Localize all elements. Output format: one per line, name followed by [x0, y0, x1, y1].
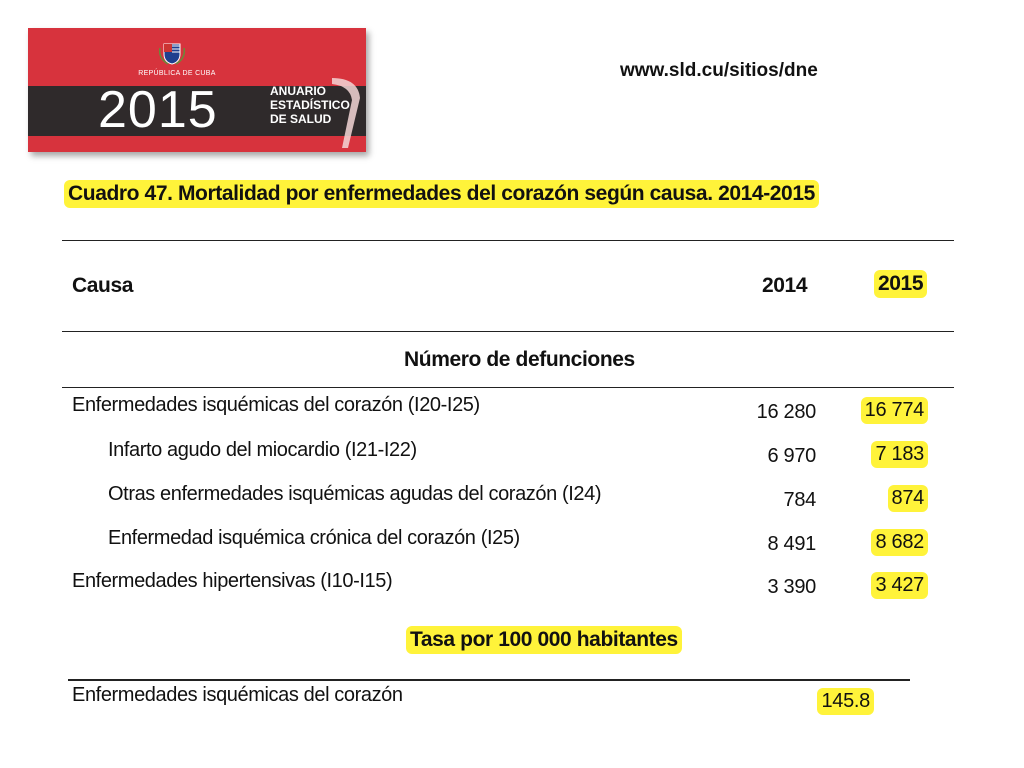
column-header-2014: 2014 — [762, 274, 808, 297]
value-2014-other-acute: 784 — [783, 489, 816, 511]
website-url[interactable]: www.sld.cu/sitios/dne — [620, 60, 818, 81]
rate-row-label-ischemic: Enfermedades isquémicas del corazón — [72, 684, 403, 706]
logo-title-line2: ESTADÍSTICO — [270, 98, 350, 112]
value-2015-other-acute: 874 — [888, 485, 928, 512]
header-bottom-rule — [62, 331, 954, 332]
column-header-cause: Causa — [72, 274, 134, 297]
column-header-2015: 2015 — [874, 270, 927, 298]
row-label-infarct: Infarto agudo del miocardio (I21-I22) — [108, 439, 417, 461]
logo-top-band — [28, 28, 366, 86]
section-rate-heading: Tasa por 100 000 habitantes — [406, 626, 682, 654]
logo-year: 2015 — [98, 81, 218, 139]
logo-title-line1: ANUARIO — [270, 84, 326, 98]
row-label-hypertensive: Enfermedades hipertensivas (I10-I15) — [72, 570, 393, 592]
table-top-rule — [62, 240, 954, 241]
value-2014-ischemic: 16 280 — [756, 401, 816, 423]
table-title: Cuadro 47. Mortalidad por enfermedades del corazón según causa. 2014-2015 — [64, 180, 819, 208]
value-2014-infarct: 6 970 — [767, 445, 816, 467]
logo-title-line3: DE SALUD — [270, 112, 332, 126]
section-deaths-rule — [62, 387, 954, 388]
value-2014-chronic: 8 491 — [767, 533, 816, 555]
row-label-other-acute: Otras enfermedades isquémicas agudas del corazón (I24) — [108, 483, 602, 505]
coat-of-arms-icon — [158, 38, 186, 66]
row-label-ischemic: Enfermedades isquémicas del corazón (I20-I25) — [72, 394, 480, 416]
value-2015-hypertensive: 3 427 — [871, 572, 928, 599]
anuario-logo — [28, 28, 366, 152]
rate-value-2015-ischemic: 145.8 — [817, 688, 874, 715]
section-rate-rule — [68, 679, 910, 681]
row-label-chronic: Enfermedad isquémica crónica del corazón (I25) — [108, 527, 520, 549]
section-deaths-heading: Número de defunciones — [404, 348, 635, 371]
value-2015-infarct: 7 183 — [871, 441, 928, 468]
logo-country: REPÚBLICA DE CUBA — [138, 70, 216, 77]
value-2015-chronic: 8 682 — [871, 529, 928, 556]
value-2014-hypertensive: 3 390 — [767, 576, 816, 598]
logo-swoosh-graphic — [328, 68, 366, 148]
value-2015-ischemic: 16 774 — [861, 397, 928, 424]
